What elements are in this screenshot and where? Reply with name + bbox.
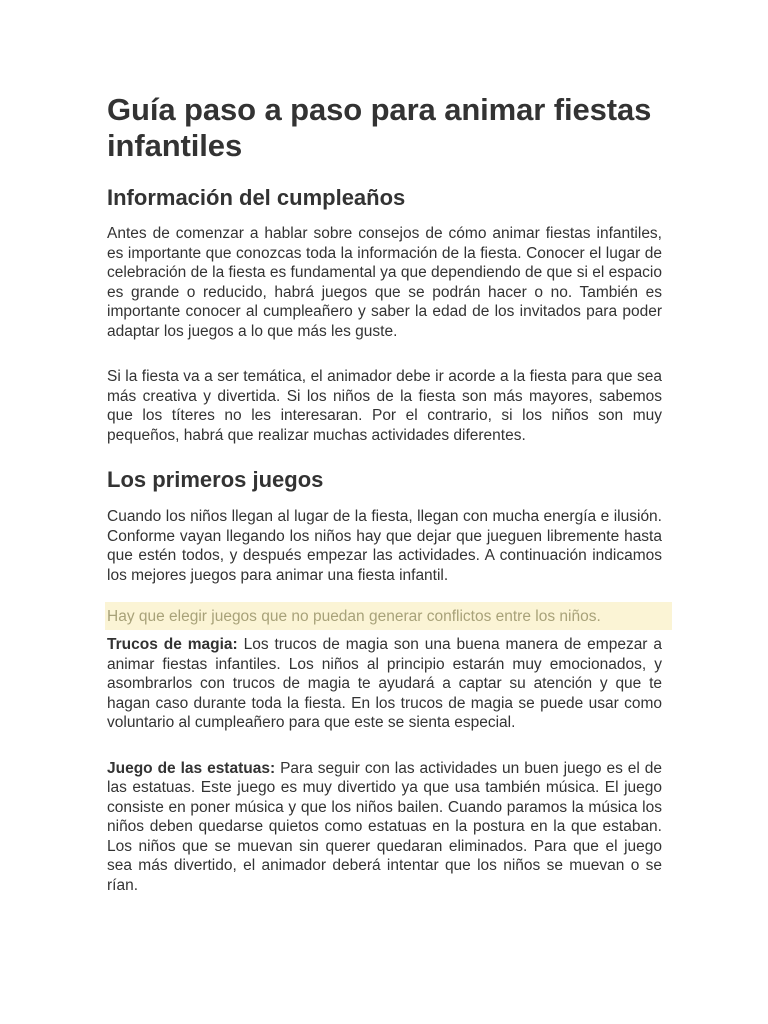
document-title: Guía paso a paso para animar fiestas infantiles (107, 92, 652, 163)
game-text-estatuas: Para seguir con las actividades un buen juego es el de las estatuas. Este juego es muy divertido ya que usa también música. El juego consiste en poner música y que los niños bailen. Cuando paramos la música los niños deben quedarse quietos como estatuas en la postura en la que estaban. Los niños que se muevan sin querer quedaran eliminados. Para que el juego sea más divertido, el animador deberá intentar que los niños se muevan o se rían. (107, 759, 663, 894)
section-heading-primeros-juegos: Los primeros juegos (107, 467, 324, 492)
highlighted-tip: Hay que elegir juegos que no puedan generar conflictos entre los niños. (105, 602, 672, 630)
paragraph-trucos-de-magia (107, 635, 662, 733)
paragraph-informacion-2: Si la fiesta va a ser temática, el animador debe ir acorde a la fiesta para que sea más creativa y divertida. Si los niños de la fiesta son más mayores, sabemos que los títeres no les interesaran. Por el contrario, si los niños son muy pequeños, habrá que realizar muchas actividades diferentes. (107, 368, 662, 444)
section-heading-informacion: Información del cumpleaños (107, 185, 406, 210)
game-text-trucos: Los trucos de magia son una buena manera de empezar a animar fiestas infantiles. Los niños al principio estarán muy emocionados, y asombrarlos con trucos de magia te ayudará a captar su atención y que te hagan caso durante toda la fiesta. En los trucos de magia se puede usar como voluntario al cumpleañero para que este se sienta especial. (107, 636, 662, 731)
paragraph-informacion-1: Antes de comenzar a hablar sobre consejos de cómo animar fiestas infantiles, es importante que conozcas toda la información de la fiesta. Conocer el lugar de celebración de la fiesta es fundamental ya que dependiendo de que si el espacio es grande o reducido, habrá juegos que se podrán hacer o no. También es importante conocer al cumpleañero y saber la edad de los invitados para poder adaptar los juegos a lo que más les guste. (107, 225, 662, 340)
paragraph-juego-estatuas (107, 759, 662, 896)
game-name-trucos: Trucos de magia: (107, 636, 238, 653)
game-name-estatuas: Juego de las estatuas: (107, 759, 276, 777)
paragraph-primeros-juegos: Cuando los niños llegan al lugar de la fiesta, llegan con mucha energía e ilusión. Conforme vayan llegando los niños hay que dejar que jueguen libremente hasta que estén todos, y después empezar las actividades. A continuación indicamos los mejores juegos para animar una fiesta infantil. (107, 508, 662, 584)
